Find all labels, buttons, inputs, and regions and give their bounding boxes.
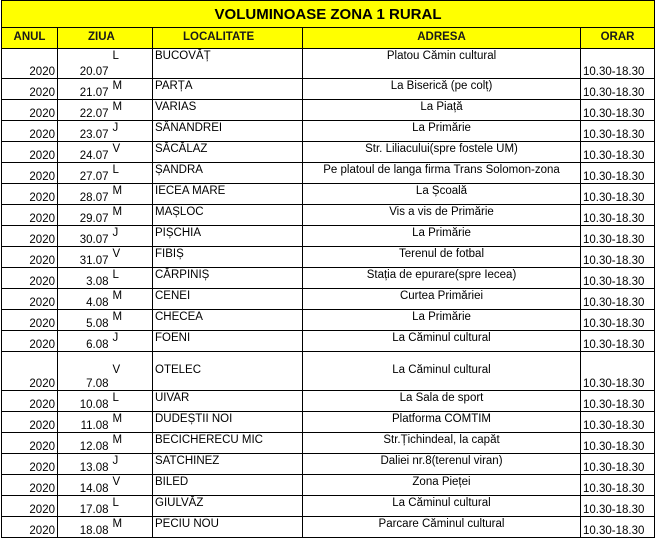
table-row — [2, 184, 655, 205]
cell-adresa: Platforma COMTIM — [303, 412, 581, 433]
cell-localitate: CHECEA — [153, 310, 303, 331]
cell-anul: 2020 — [2, 247, 58, 268]
cell-zi: M — [111, 517, 153, 538]
cell-adresa: Str.Țichindeal, la capăt — [303, 433, 581, 454]
cell-zi: V — [111, 475, 153, 496]
cell-zi: J — [111, 454, 153, 475]
cell-orar: 10.30-18.30 — [581, 496, 655, 517]
header-adresa: ADRESA — [303, 28, 581, 49]
cell-orar: 10.30-18.30 — [581, 100, 655, 121]
cell-adresa: La Căminul cultural — [303, 331, 581, 352]
cell-adresa: Platou Cămin cultural — [303, 49, 581, 79]
cell-adresa: Pe platoul de langa firma Trans Solomon-zona — [303, 163, 581, 184]
cell-data: 31.07 — [58, 247, 111, 268]
cell-localitate: CENEI — [153, 289, 303, 310]
cell-orar: 10.30-18.30 — [581, 205, 655, 226]
cell-data: 21.07 — [58, 79, 111, 100]
cell-zi: L — [111, 268, 153, 289]
cell-anul: 2020 — [2, 331, 58, 352]
table-row — [2, 475, 655, 496]
cell-localitate: PARȚA — [153, 79, 303, 100]
cell-orar: 10.30-18.30 — [581, 331, 655, 352]
cell-orar: 10.30-18.30 — [581, 289, 655, 310]
table-row — [2, 412, 655, 433]
cell-orar: 10.30-18.30 — [581, 247, 655, 268]
cell-adresa: La Primărie — [303, 226, 581, 247]
table-row — [2, 226, 655, 247]
cell-data: 13.08 — [58, 454, 111, 475]
cell-zi: M — [111, 184, 153, 205]
cell-anul: 2020 — [2, 412, 58, 433]
cell-orar: 10.30-18.30 — [581, 226, 655, 247]
cell-localitate: UIVAR — [153, 391, 303, 412]
cell-orar: 10.30-18.30 — [581, 79, 655, 100]
cell-localitate: FOENI — [153, 331, 303, 352]
cell-orar: 10.30-18.30 — [581, 142, 655, 163]
cell-zi: J — [111, 121, 153, 142]
cell-zi: M — [111, 205, 153, 226]
page-title: VOLUMINOASE ZONA 1 RURAL — [2, 1, 655, 28]
table-row — [2, 352, 655, 391]
cell-anul: 2020 — [2, 391, 58, 412]
cell-anul: 2020 — [2, 268, 58, 289]
cell-data: 6.08 — [58, 331, 111, 352]
cell-adresa: Terenul de fotbal — [303, 247, 581, 268]
cell-anul: 2020 — [2, 49, 58, 79]
header-ziua: ZIUA — [58, 28, 153, 49]
cell-localitate: BECICHERECU MIC — [153, 433, 303, 454]
cell-anul: 2020 — [2, 142, 58, 163]
table-row — [2, 310, 655, 331]
table-row — [2, 247, 655, 268]
cell-zi: L — [111, 163, 153, 184]
cell-anul: 2020 — [2, 121, 58, 142]
table-row — [2, 121, 655, 142]
cell-adresa: Daliei nr.8(terenul viran) — [303, 454, 581, 475]
cell-data: 18.08 — [58, 517, 111, 538]
cell-data: 22.07 — [58, 100, 111, 121]
cell-anul: 2020 — [2, 163, 58, 184]
cell-zi: L — [111, 496, 153, 517]
cell-localitate: SÂNANDREI — [153, 121, 303, 142]
cell-localitate: BILED — [153, 475, 303, 496]
cell-adresa: Parcare Căminul cultural — [303, 517, 581, 538]
schedule-table — [1, 0, 655, 538]
cell-data: 11.08 — [58, 412, 111, 433]
cell-data: 5.08 — [58, 310, 111, 331]
cell-data: 4.08 — [58, 289, 111, 310]
cell-orar: 10.30-18.30 — [581, 433, 655, 454]
cell-anul: 2020 — [2, 79, 58, 100]
cell-anul: 2020 — [2, 352, 58, 391]
cell-data: 17.08 — [58, 496, 111, 517]
cell-anul: 2020 — [2, 496, 58, 517]
cell-zi: M — [111, 310, 153, 331]
cell-adresa: Zona Pieței — [303, 475, 581, 496]
cell-adresa: La Căminul cultural — [303, 496, 581, 517]
cell-zi: V — [111, 142, 153, 163]
cell-data: 14.08 — [58, 475, 111, 496]
cell-localitate: FIBIȘ — [153, 247, 303, 268]
cell-adresa: La Școală — [303, 184, 581, 205]
cell-anul: 2020 — [2, 433, 58, 454]
cell-data: 12.08 — [58, 433, 111, 454]
cell-localitate: PECIU NOU — [153, 517, 303, 538]
header-anul: ANUL — [2, 28, 58, 49]
table-row — [2, 496, 655, 517]
cell-anul: 2020 — [2, 205, 58, 226]
cell-anul: 2020 — [2, 184, 58, 205]
cell-localitate: DUDEȘTII NOI — [153, 412, 303, 433]
cell-zi: M — [111, 79, 153, 100]
table-row — [2, 205, 655, 226]
cell-zi: M — [111, 412, 153, 433]
table-row — [2, 100, 655, 121]
cell-zi: M — [111, 100, 153, 121]
cell-data: 24.07 — [58, 142, 111, 163]
cell-data: 27.07 — [58, 163, 111, 184]
cell-localitate: GIULVĂZ — [153, 496, 303, 517]
cell-orar: 10.30-18.30 — [581, 121, 655, 142]
header-row — [2, 28, 655, 49]
cell-localitate: PIȘCHIA — [153, 226, 303, 247]
cell-data: 28.07 — [58, 184, 111, 205]
cell-orar: 10.30-18.30 — [581, 163, 655, 184]
cell-data: 23.07 — [58, 121, 111, 142]
cell-adresa: La Piață — [303, 100, 581, 121]
cell-anul: 2020 — [2, 517, 58, 538]
cell-zi: M — [111, 289, 153, 310]
table-row — [2, 454, 655, 475]
table-row — [2, 391, 655, 412]
cell-zi: V — [111, 352, 153, 391]
table-row — [2, 79, 655, 100]
cell-orar: 10.30-18.30 — [581, 184, 655, 205]
table-row — [2, 289, 655, 310]
cell-anul: 2020 — [2, 289, 58, 310]
cell-anul: 2020 — [2, 310, 58, 331]
cell-orar: 10.30-18.30 — [581, 517, 655, 538]
cell-orar: 10.30-18.30 — [581, 49, 655, 79]
cell-adresa: Vis a vis de Primărie — [303, 205, 581, 226]
cell-anul: 2020 — [2, 226, 58, 247]
cell-adresa: Stația de epurare(spre Iecea) — [303, 268, 581, 289]
cell-data: 3.08 — [58, 268, 111, 289]
cell-orar: 10.30-18.30 — [581, 412, 655, 433]
cell-adresa: La Primărie — [303, 310, 581, 331]
cell-localitate: MAȘLOC — [153, 205, 303, 226]
table-row — [2, 268, 655, 289]
cell-data: 30.07 — [58, 226, 111, 247]
cell-localitate: IECEA MARE — [153, 184, 303, 205]
cell-zi: J — [111, 331, 153, 352]
cell-localitate: BUCOVĂȚ — [153, 49, 303, 79]
cell-adresa: La Sala de sport — [303, 391, 581, 412]
cell-zi: V — [111, 247, 153, 268]
cell-localitate: SĂCĂLAZ — [153, 142, 303, 163]
table-row — [2, 49, 655, 79]
table-row — [2, 163, 655, 184]
cell-anul: 2020 — [2, 454, 58, 475]
cell-anul: 2020 — [2, 475, 58, 496]
table-row — [2, 142, 655, 163]
cell-zi: L — [111, 49, 153, 79]
cell-zi: L — [111, 391, 153, 412]
table-row — [2, 433, 655, 454]
cell-data: 29.07 — [58, 205, 111, 226]
cell-orar: 10.30-18.30 — [581, 268, 655, 289]
cell-data: 10.08 — [58, 391, 111, 412]
header-orar: ORAR — [581, 28, 655, 49]
cell-localitate: ȘANDRA — [153, 163, 303, 184]
cell-orar: 10.30-18.30 — [581, 475, 655, 496]
cell-localitate: VARIAS — [153, 100, 303, 121]
title-row — [2, 1, 655, 28]
cell-localitate: SATCHINEZ — [153, 454, 303, 475]
cell-orar: 10.30-18.30 — [581, 310, 655, 331]
cell-orar: 10.30-18.30 — [581, 391, 655, 412]
cell-orar: 10.30-18.30 — [581, 352, 655, 391]
table-row — [2, 331, 655, 352]
table-row — [2, 517, 655, 538]
cell-adresa: La Primărie — [303, 121, 581, 142]
cell-adresa: La Biserică (pe colț) — [303, 79, 581, 100]
cell-zi: M — [111, 433, 153, 454]
cell-anul: 2020 — [2, 100, 58, 121]
cell-localitate: CĂRPINIȘ — [153, 268, 303, 289]
cell-adresa: Str. Liliacului(spre fostele UM) — [303, 142, 581, 163]
cell-data: 7.08 — [58, 352, 111, 391]
cell-localitate: OTELEC — [153, 352, 303, 391]
cell-adresa: Curtea Primăriei — [303, 289, 581, 310]
header-localitate: LOCALITATE — [153, 28, 303, 49]
cell-adresa: La Căminul cultural — [303, 352, 581, 391]
cell-orar: 10.30-18.30 — [581, 454, 655, 475]
cell-zi: J — [111, 226, 153, 247]
cell-data: 20.07 — [58, 49, 111, 79]
